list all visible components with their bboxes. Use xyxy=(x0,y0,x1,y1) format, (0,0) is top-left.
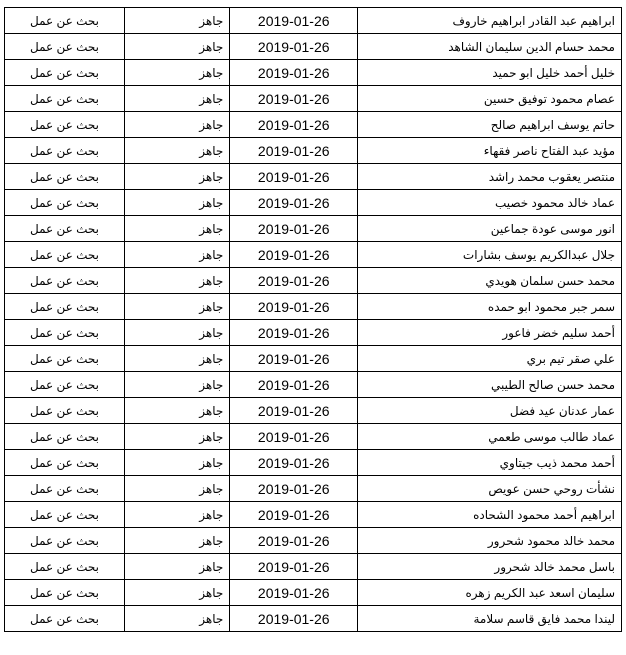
status-cell: بحث عن عمل xyxy=(5,164,125,190)
table-row xyxy=(5,580,622,606)
date-cell: 2019-01-26 xyxy=(230,138,358,164)
date-cell: 2019-01-26 xyxy=(230,294,358,320)
ready-cell: جاهز xyxy=(125,86,230,112)
date-cell: 2019-01-26 xyxy=(230,164,358,190)
name-cell: عماد خالد محمود خصيب xyxy=(358,190,622,216)
table-row xyxy=(5,346,622,372)
name-cell: محمد حسن صالح الطيبي xyxy=(358,372,622,398)
name-cell: عصام محمود توفيق حسين xyxy=(358,86,622,112)
table-row xyxy=(5,60,622,86)
date-cell: 2019-01-26 xyxy=(230,554,358,580)
name-cell: ابراهيم أحمد محمود الشحاده xyxy=(358,502,622,528)
date-cell: 2019-01-26 xyxy=(230,476,358,502)
ready-cell: جاهز xyxy=(125,34,230,60)
status-cell: بحث عن عمل xyxy=(5,112,125,138)
ready-cell: جاهز xyxy=(125,216,230,242)
date-cell: 2019-01-26 xyxy=(230,190,358,216)
name-cell: أحمد سليم خضر فاعور xyxy=(358,320,622,346)
date-cell: 2019-01-26 xyxy=(230,34,358,60)
status-cell: بحث عن عمل xyxy=(5,242,125,268)
status-cell: بحث عن عمل xyxy=(5,424,125,450)
name-cell: محمد خالد محمود شحرور xyxy=(358,528,622,554)
name-cell: حاتم يوسف ابراهيم صالح xyxy=(358,112,622,138)
ready-cell: جاهز xyxy=(125,424,230,450)
table-row xyxy=(5,164,622,190)
status-cell: بحث عن عمل xyxy=(5,60,125,86)
ready-cell: جاهز xyxy=(125,606,230,632)
results-table-body xyxy=(5,8,622,632)
date-cell: 2019-01-26 xyxy=(230,86,358,112)
date-cell: 2019-01-26 xyxy=(230,268,358,294)
ready-cell: جاهز xyxy=(125,580,230,606)
status-cell: بحث عن عمل xyxy=(5,580,125,606)
ready-cell: جاهز xyxy=(125,242,230,268)
status-cell: بحث عن عمل xyxy=(5,294,125,320)
table-row xyxy=(5,8,622,34)
table-row xyxy=(5,372,622,398)
table-row xyxy=(5,242,622,268)
ready-cell: جاهز xyxy=(125,450,230,476)
status-cell: بحث عن عمل xyxy=(5,528,125,554)
ready-cell: جاهز xyxy=(125,190,230,216)
date-cell: 2019-01-26 xyxy=(230,8,358,34)
name-cell: خليل أحمد خليل ابو حميد xyxy=(358,60,622,86)
ready-cell: جاهز xyxy=(125,164,230,190)
table-row xyxy=(5,34,622,60)
name-cell: سمر جبر محمود ابو حمده xyxy=(358,294,622,320)
ready-cell: جاهز xyxy=(125,554,230,580)
name-cell: جلال عبدالكريم يوسف بشارات xyxy=(358,242,622,268)
status-cell: بحث عن عمل xyxy=(5,346,125,372)
ready-cell: جاهز xyxy=(125,476,230,502)
date-cell: 2019-01-26 xyxy=(230,606,358,632)
table-row xyxy=(5,398,622,424)
name-cell: منتصر يعقوب محمد راشد xyxy=(358,164,622,190)
table-row xyxy=(5,216,622,242)
table-row xyxy=(5,112,622,138)
table-row xyxy=(5,138,622,164)
date-cell: 2019-01-26 xyxy=(230,346,358,372)
status-cell: بحث عن عمل xyxy=(5,372,125,398)
status-cell: بحث عن عمل xyxy=(5,216,125,242)
date-cell: 2019-01-26 xyxy=(230,580,358,606)
ready-cell: جاهز xyxy=(125,320,230,346)
status-cell: بحث عن عمل xyxy=(5,554,125,580)
date-cell: 2019-01-26 xyxy=(230,424,358,450)
table-row xyxy=(5,606,622,632)
status-cell: بحث عن عمل xyxy=(5,190,125,216)
date-cell: 2019-01-26 xyxy=(230,242,358,268)
table-row xyxy=(5,294,622,320)
results-table xyxy=(4,7,622,632)
table-row xyxy=(5,502,622,528)
status-cell: بحث عن عمل xyxy=(5,398,125,424)
name-cell: محمد حسام الدين سليمان الشاهد xyxy=(358,34,622,60)
results-sheet xyxy=(4,7,622,632)
ready-cell: جاهز xyxy=(125,294,230,320)
ready-cell: جاهز xyxy=(125,398,230,424)
date-cell: 2019-01-26 xyxy=(230,60,358,86)
status-cell: بحث عن عمل xyxy=(5,34,125,60)
name-cell: علي صقر تيم بري xyxy=(358,346,622,372)
status-cell: بحث عن عمل xyxy=(5,502,125,528)
name-cell: عماد طالب موسى طعمي xyxy=(358,424,622,450)
name-cell: ليندا محمد فايق قاسم سلامة xyxy=(358,606,622,632)
name-cell: ابراهيم عبد القادر ابراهيم خاروف xyxy=(358,8,622,34)
name-cell: سليمان اسعد عبد الكريم زهره xyxy=(358,580,622,606)
status-cell: بحث عن عمل xyxy=(5,320,125,346)
name-cell: محمد حسن سلمان هويدي xyxy=(358,268,622,294)
table-row xyxy=(5,528,622,554)
name-cell: أحمد محمد ذيب جيتاوي xyxy=(358,450,622,476)
table-row xyxy=(5,190,622,216)
name-cell: باسل محمد خالد شحرور xyxy=(358,554,622,580)
ready-cell: جاهز xyxy=(125,372,230,398)
ready-cell: جاهز xyxy=(125,8,230,34)
date-cell: 2019-01-26 xyxy=(230,398,358,424)
table-row xyxy=(5,86,622,112)
ready-cell: جاهز xyxy=(125,138,230,164)
status-cell: بحث عن عمل xyxy=(5,268,125,294)
ready-cell: جاهز xyxy=(125,60,230,86)
date-cell: 2019-01-26 xyxy=(230,320,358,346)
date-cell: 2019-01-26 xyxy=(230,502,358,528)
date-cell: 2019-01-26 xyxy=(230,372,358,398)
table-row xyxy=(5,476,622,502)
date-cell: 2019-01-26 xyxy=(230,528,358,554)
ready-cell: جاهز xyxy=(125,346,230,372)
status-cell: بحث عن عمل xyxy=(5,606,125,632)
status-cell: بحث عن عمل xyxy=(5,8,125,34)
table-row xyxy=(5,450,622,476)
date-cell: 2019-01-26 xyxy=(230,112,358,138)
name-cell: عمار عدنان عيد فضل xyxy=(358,398,622,424)
ready-cell: جاهز xyxy=(125,112,230,138)
date-cell: 2019-01-26 xyxy=(230,216,358,242)
name-cell: مؤيد عبد الفتاح ناصر فقهاء xyxy=(358,138,622,164)
status-cell: بحث عن عمل xyxy=(5,450,125,476)
ready-cell: جاهز xyxy=(125,268,230,294)
ready-cell: جاهز xyxy=(125,502,230,528)
status-cell: بحث عن عمل xyxy=(5,476,125,502)
table-row xyxy=(5,320,622,346)
table-row xyxy=(5,554,622,580)
name-cell: انور موسى عودة جماعين xyxy=(358,216,622,242)
table-row xyxy=(5,268,622,294)
ready-cell: جاهز xyxy=(125,528,230,554)
status-cell: بحث عن عمل xyxy=(5,86,125,112)
date-cell: 2019-01-26 xyxy=(230,450,358,476)
status-cell: بحث عن عمل xyxy=(5,138,125,164)
name-cell: نشأت روحي حسن عويص xyxy=(358,476,622,502)
table-row xyxy=(5,424,622,450)
